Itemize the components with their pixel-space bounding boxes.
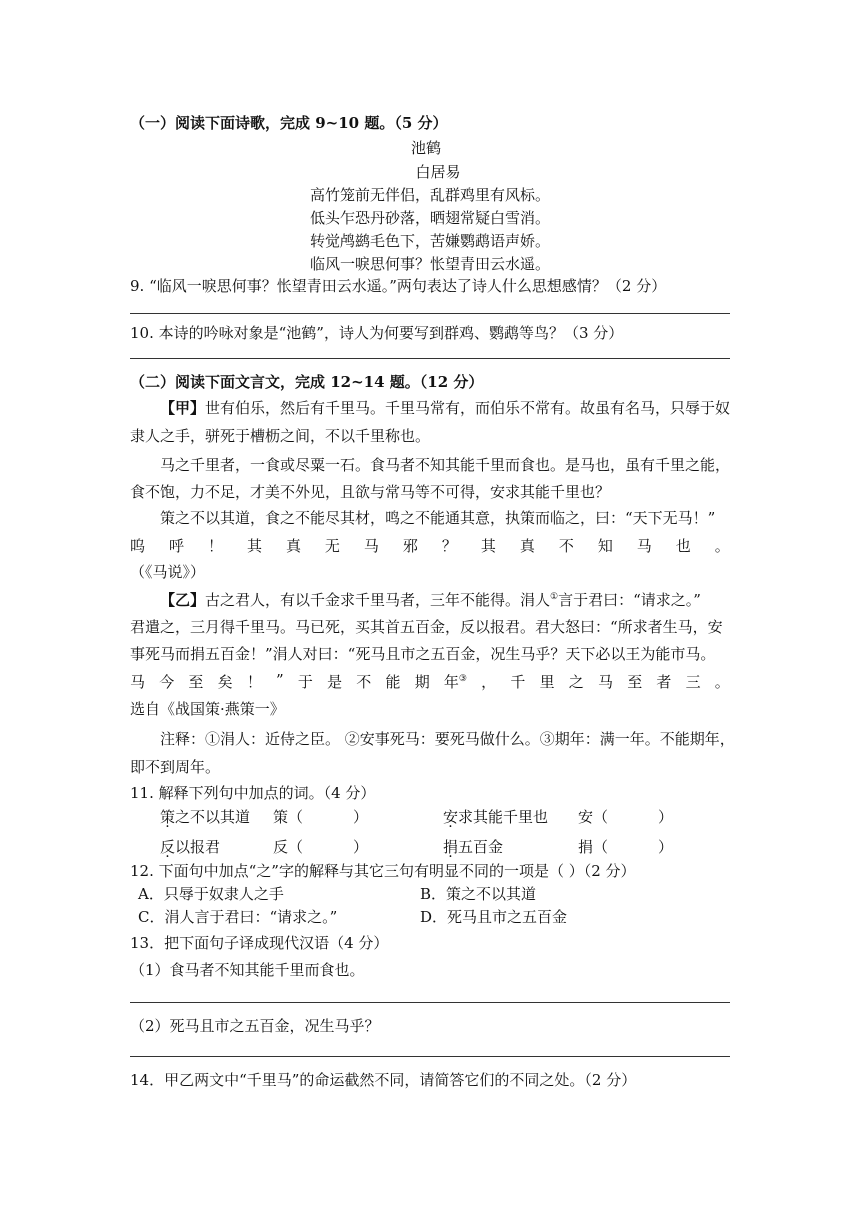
q11-answer bbox=[578, 836, 673, 857]
q11-item bbox=[160, 836, 220, 857]
answer-line-q10 bbox=[130, 358, 730, 359]
jia-source: （《马说》） bbox=[130, 563, 206, 581]
justified-char: 三 bbox=[685, 673, 701, 691]
q12-option-d[interactable]: D．死马且市之五百金 bbox=[420, 908, 568, 926]
q11-word: 反（ bbox=[273, 838, 304, 856]
yi-text: 言于君曰：“请求之。” bbox=[558, 591, 701, 609]
justified-char: 千 bbox=[510, 673, 526, 691]
question-14: 14．甲乙两文中“千里马”的命运截然不同，请简答它们的不同之处。（2 分） bbox=[130, 1071, 637, 1089]
q11-item bbox=[160, 806, 250, 827]
jia-para1-line2: 隶人之手，骈死于槽枥之间，不以千里称也。 bbox=[130, 427, 431, 445]
justified-char: 期 bbox=[414, 673, 430, 691]
justified-char: 年 bbox=[443, 673, 459, 691]
justified-char: 里 bbox=[539, 673, 555, 691]
q11-answer bbox=[273, 806, 368, 827]
justified-char: 知 bbox=[597, 537, 613, 555]
jia-text: 世有伯乐，然后有千里马。千里马常有，而伯乐不常有。故虽有名马，只辱于奴 bbox=[205, 399, 731, 417]
justified-char: 邪 bbox=[402, 537, 418, 555]
note-line1: 注释：①涓人：近侍之臣。 ②安事死马：要死马做什么。③期年：满一年。不能期年， bbox=[160, 730, 735, 748]
yi-line1 bbox=[160, 589, 701, 610]
poem-line: 转觉鸬鹚毛色下，苦嫌鹦鹉语声娇。 bbox=[310, 232, 551, 250]
paren-close: ） bbox=[353, 838, 369, 856]
yi-line3: 事死马而捐五百金！”涓人对曰：“死马且市之五百金，况生马乎？天下必以王为能市马。 bbox=[130, 645, 716, 663]
poem-title: 池鹤 bbox=[410, 139, 441, 157]
char-with-footnote bbox=[444, 671, 467, 692]
justified-char: 不 bbox=[356, 673, 372, 691]
justified-char: ” bbox=[276, 671, 284, 689]
justified-char: ？ bbox=[441, 537, 457, 555]
question-9: 9. “临风一唳思何事？怅望青田云水遥。”两句表达了诗人什么思想感情？（2 分） bbox=[130, 277, 667, 295]
justified-char: 至 bbox=[188, 673, 204, 691]
q13-sentence-2: （2）死马且市之五百金，况生马乎？ bbox=[130, 1017, 380, 1035]
q11-item bbox=[443, 806, 548, 827]
q11-sentence: 之不以其道 bbox=[175, 808, 251, 826]
justified-char: 其 bbox=[246, 537, 262, 555]
question-12: 12. 下面句中加点“之”字的解释与其它三句有明显不同的一项是（ ）（2 分） bbox=[130, 862, 636, 880]
poem-line: 高竹笼前无伴侣，乱群鸡里有风标。 bbox=[310, 186, 551, 204]
paren-close: ） bbox=[353, 808, 369, 826]
section1-heading: （一）阅读下面诗歌，完成 9~10 题。（5 分） bbox=[130, 114, 448, 132]
justified-char: 能 bbox=[385, 673, 401, 691]
justified-char: 马 bbox=[130, 673, 146, 691]
justified-char: ！ bbox=[207, 537, 223, 555]
justified-char: 呼 bbox=[168, 537, 184, 555]
jia-para2-line2: 食不饱，力不足，才美不外见，且欲与常马等不可得，安求其能千里也？ bbox=[130, 483, 611, 501]
footnote-mark: ① bbox=[550, 592, 559, 602]
q11-sentence: 以报君 bbox=[175, 838, 221, 856]
justified-char: 真 bbox=[285, 537, 301, 555]
paren-close: ） bbox=[658, 808, 674, 826]
q11-word: 策（ bbox=[273, 808, 304, 826]
justified-char: 也 bbox=[675, 537, 691, 555]
question-11: 11. 解释下列句中加点的词。（4 分） bbox=[130, 784, 376, 802]
answer-line-q13-1 bbox=[130, 1002, 730, 1003]
q12-option-c[interactable]: C．涓人言于君曰：“请求之。” bbox=[138, 908, 338, 926]
justified-char: 。 bbox=[714, 537, 730, 555]
justified-char: 是 bbox=[327, 673, 343, 691]
jia-para2-line1: 马之千里者，一食或尽粟一石。食马者不知其能千里而食也。是马也，虽有千里之能， bbox=[160, 456, 731, 474]
justified-char: 真 bbox=[519, 537, 535, 555]
q12-option-b[interactable]: B．策之不以其道 bbox=[420, 885, 537, 903]
poem-author: 白居易 bbox=[415, 163, 461, 181]
q11-answer bbox=[273, 836, 368, 857]
justified-char: 马 bbox=[597, 673, 613, 691]
dotted-char: 安 bbox=[443, 808, 459, 826]
justified-char: 于 bbox=[297, 673, 313, 691]
justified-char: 至 bbox=[627, 673, 643, 691]
q12-option-a[interactable]: A．只辱于奴隶人之手 bbox=[138, 885, 284, 903]
dotted-char: 捐 bbox=[443, 838, 459, 856]
dotted-char: 策 bbox=[160, 808, 176, 826]
question-13: 13．把下面句子译成现代汉语（4 分） bbox=[130, 934, 389, 952]
justified-char: 。 bbox=[714, 673, 730, 691]
q11-answer bbox=[578, 806, 673, 827]
jia-para3-line1: 策之不以其道，食之不能尽其材，鸣之不能通其意，执策而临之，曰：“天下无马！” bbox=[160, 509, 716, 527]
justified-char: 之 bbox=[568, 673, 584, 691]
justified-char: 不 bbox=[558, 537, 574, 555]
poem-line: 低头乍恐丹砂落，晒翅常疑白雪消。 bbox=[310, 209, 551, 227]
justified-char: 者 bbox=[656, 673, 672, 691]
justified-char: 今 bbox=[159, 673, 175, 691]
paren-close: ） bbox=[658, 838, 674, 856]
justified-char: ！ bbox=[246, 673, 262, 691]
jia-para1-line1 bbox=[160, 397, 730, 418]
justified-char: 马 bbox=[363, 537, 379, 555]
question-10: 10. 本诗的吟咏对象是“池鹤”，诗人为何要写到群鸡、鹦鹉等鸟？（3 分） bbox=[130, 324, 624, 342]
section2-heading: （二）阅读下面文言文，完成 12~14 题。（12 分） bbox=[130, 373, 484, 391]
note-line2: 即不到周年。 bbox=[130, 758, 221, 776]
footnote-mark: ③ bbox=[458, 674, 467, 684]
q11-item bbox=[443, 836, 503, 857]
yi-line4 bbox=[130, 671, 730, 692]
dotted-char: 反 bbox=[160, 838, 176, 856]
q13-sentence-1: （1）食马者不知其能千里而食也。 bbox=[130, 961, 365, 979]
yi-line2: 君遣之，三月得千里马。马已死，买其首五百金，反以报君。君大怒曰：“所求者生马，安 bbox=[130, 618, 723, 636]
yi-text: 古之君人，有以千金求千里马者，三年不能得。涓人 bbox=[205, 591, 551, 609]
q11-word: 捐（ bbox=[578, 838, 609, 856]
justified-char: 马 bbox=[636, 537, 652, 555]
justified-char: 呜 bbox=[130, 537, 146, 555]
justified-char: 矣 bbox=[217, 673, 233, 691]
answer-line-q9 bbox=[130, 313, 730, 314]
jia-para3-line2 bbox=[130, 535, 730, 556]
yi-source: 选自《战国策·燕策一》 bbox=[130, 700, 285, 718]
justified-char: ， bbox=[481, 673, 497, 691]
yi-tag: 【乙】 bbox=[160, 591, 206, 609]
jia-tag: 【甲】 bbox=[160, 399, 206, 417]
justified-char: 无 bbox=[324, 537, 340, 555]
q11-sentence: 求其能千里也 bbox=[458, 808, 549, 826]
q11-word: 安（ bbox=[578, 808, 609, 826]
q11-sentence: 五百金 bbox=[458, 838, 504, 856]
poem-line: 临风一唳思何事？怅望青田云水遥。 bbox=[310, 255, 551, 273]
answer-line-q13-2 bbox=[130, 1056, 730, 1057]
justified-char: 其 bbox=[480, 537, 496, 555]
